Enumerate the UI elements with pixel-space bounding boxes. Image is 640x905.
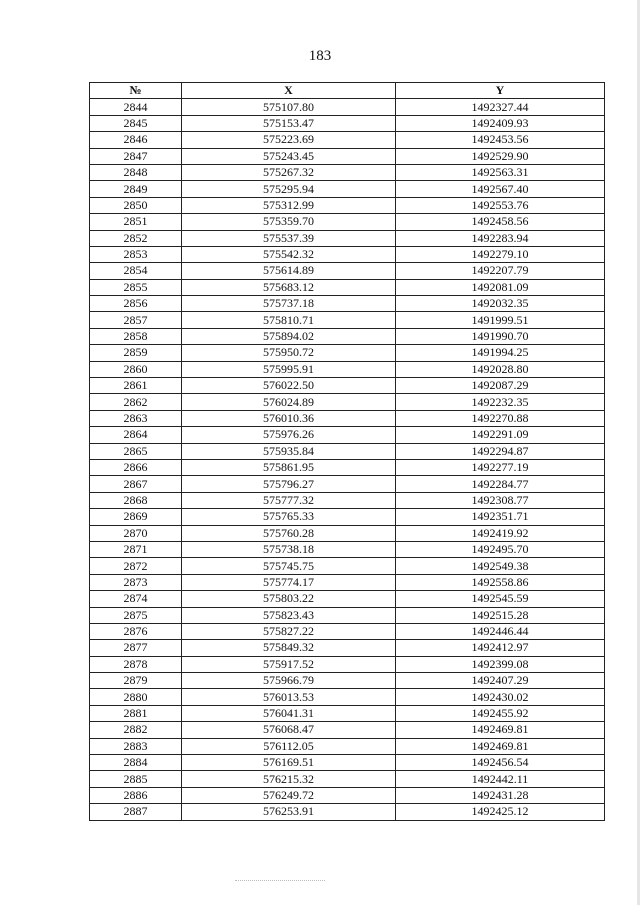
table-row	[90, 574, 605, 590]
y-coordinate-cell: 1492553.76	[396, 197, 605, 213]
y-coordinate-cell: 1492087.29	[396, 378, 605, 394]
y-coordinate-cell: 1492277.19	[396, 459, 605, 475]
x-coordinate-cell: 576249.72	[182, 787, 396, 803]
x-coordinate-cell: 575267.32	[182, 164, 396, 180]
x-coordinate-cell: 576215.32	[182, 771, 396, 787]
point-number-cell: 2874	[90, 591, 182, 607]
x-coordinate-cell: 575995.91	[182, 361, 396, 377]
header-y: Y	[396, 83, 605, 99]
table-row	[90, 492, 605, 508]
point-number-cell: 2878	[90, 656, 182, 672]
point-number-cell: 2868	[90, 492, 182, 508]
table-row	[90, 673, 605, 689]
table-row	[90, 738, 605, 754]
x-coordinate-cell: 576010.36	[182, 410, 396, 426]
table-row	[90, 558, 605, 574]
y-coordinate-cell: 1492279.10	[396, 246, 605, 262]
table-row	[90, 164, 605, 180]
table-row	[90, 771, 605, 787]
table-row	[90, 656, 605, 672]
point-number-cell: 2881	[90, 705, 182, 721]
x-coordinate-cell: 575917.52	[182, 656, 396, 672]
table-row	[90, 132, 605, 148]
point-number-cell: 2869	[90, 509, 182, 525]
table-row	[90, 148, 605, 164]
table-row	[90, 181, 605, 197]
point-number-cell: 2865	[90, 443, 182, 459]
y-coordinate-cell: 1492407.29	[396, 673, 605, 689]
x-coordinate-cell: 575777.32	[182, 492, 396, 508]
point-number-cell: 2857	[90, 312, 182, 328]
y-coordinate-cell: 1492446.44	[396, 623, 605, 639]
page-number: 183	[308, 48, 332, 64]
y-coordinate-cell: 1492469.81	[396, 738, 605, 754]
x-coordinate-cell: 576253.91	[182, 804, 396, 820]
x-coordinate-cell: 575107.80	[182, 99, 396, 115]
y-coordinate-cell: 1492549.38	[396, 558, 605, 574]
table-row	[90, 263, 605, 279]
point-number-cell: 2863	[90, 410, 182, 426]
point-number-cell: 2872	[90, 558, 182, 574]
y-coordinate-cell: 1492283.94	[396, 230, 605, 246]
point-number-cell: 2859	[90, 345, 182, 361]
table-row	[90, 787, 605, 803]
table-header-row	[90, 83, 605, 99]
y-coordinate-cell: 1492469.81	[396, 722, 605, 738]
y-coordinate-cell: 1492515.28	[396, 607, 605, 623]
table-row	[90, 689, 605, 705]
y-coordinate-cell: 1492558.86	[396, 574, 605, 590]
y-coordinate-cell: 1492270.88	[396, 410, 605, 426]
table-row	[90, 214, 605, 230]
x-coordinate-cell: 575542.32	[182, 246, 396, 262]
table-row	[90, 427, 605, 443]
header-x: X	[182, 83, 396, 99]
x-coordinate-cell: 575614.89	[182, 263, 396, 279]
x-coordinate-cell: 575861.95	[182, 459, 396, 475]
point-number-cell: 2886	[90, 787, 182, 803]
table-row	[90, 197, 605, 213]
x-coordinate-cell: 575537.39	[182, 230, 396, 246]
y-coordinate-cell: 1492284.77	[396, 476, 605, 492]
table-row	[90, 361, 605, 377]
y-coordinate-cell: 1492351.71	[396, 509, 605, 525]
point-number-cell: 2875	[90, 607, 182, 623]
x-coordinate-cell: 575803.22	[182, 591, 396, 607]
table-row	[90, 99, 605, 115]
x-coordinate-cell: 575827.22	[182, 623, 396, 639]
coordinates-table	[89, 82, 605, 821]
table-row	[90, 459, 605, 475]
y-coordinate-cell: 1492419.92	[396, 525, 605, 541]
y-coordinate-cell: 1492032.35	[396, 296, 605, 312]
point-number-cell: 2862	[90, 394, 182, 410]
point-number-cell: 2880	[90, 689, 182, 705]
point-number-cell: 2876	[90, 623, 182, 639]
x-coordinate-cell: 575894.02	[182, 328, 396, 344]
table-row	[90, 115, 605, 131]
x-coordinate-cell: 575153.47	[182, 115, 396, 131]
x-coordinate-cell: 575683.12	[182, 279, 396, 295]
header-number: №	[90, 83, 182, 99]
table-row	[90, 230, 605, 246]
y-coordinate-cell: 1492308.77	[396, 492, 605, 508]
point-number-cell: 2846	[90, 132, 182, 148]
point-number-cell: 2873	[90, 574, 182, 590]
point-number-cell: 2887	[90, 804, 182, 820]
point-number-cell: 2845	[90, 115, 182, 131]
y-coordinate-cell: 1491994.25	[396, 345, 605, 361]
x-coordinate-cell: 575810.71	[182, 312, 396, 328]
point-number-cell: 2856	[90, 296, 182, 312]
table-row	[90, 623, 605, 639]
x-coordinate-cell: 575774.17	[182, 574, 396, 590]
y-coordinate-cell: 1492456.54	[396, 755, 605, 771]
y-coordinate-cell: 1492529.90	[396, 148, 605, 164]
x-coordinate-cell: 576013.53	[182, 689, 396, 705]
x-coordinate-cell: 575745.75	[182, 558, 396, 574]
point-number-cell: 2885	[90, 771, 182, 787]
table-row	[90, 705, 605, 721]
table-row	[90, 296, 605, 312]
x-coordinate-cell: 575849.32	[182, 640, 396, 656]
table-row	[90, 755, 605, 771]
y-coordinate-cell: 1492294.87	[396, 443, 605, 459]
x-coordinate-cell: 575796.27	[182, 476, 396, 492]
y-coordinate-cell: 1492412.97	[396, 640, 605, 656]
point-number-cell: 2850	[90, 197, 182, 213]
y-coordinate-cell: 1491999.51	[396, 312, 605, 328]
x-coordinate-cell: 576068.47	[182, 722, 396, 738]
x-coordinate-cell: 575359.70	[182, 214, 396, 230]
y-coordinate-cell: 1492430.02	[396, 689, 605, 705]
point-number-cell: 2867	[90, 476, 182, 492]
x-coordinate-cell: 575223.69	[182, 132, 396, 148]
table-row	[90, 345, 605, 361]
y-coordinate-cell: 1492431.28	[396, 787, 605, 803]
point-number-cell: 2853	[90, 246, 182, 262]
y-coordinate-cell: 1492453.56	[396, 132, 605, 148]
x-coordinate-cell: 575760.28	[182, 525, 396, 541]
x-coordinate-cell: 576024.89	[182, 394, 396, 410]
point-number-cell: 2848	[90, 164, 182, 180]
x-coordinate-cell: 576022.50	[182, 378, 396, 394]
table-row	[90, 525, 605, 541]
x-coordinate-cell: 575765.33	[182, 509, 396, 525]
y-coordinate-cell: 1492442.11	[396, 771, 605, 787]
y-coordinate-cell: 1492399.08	[396, 656, 605, 672]
table-row	[90, 722, 605, 738]
point-number-cell: 2884	[90, 755, 182, 771]
table-row	[90, 443, 605, 459]
table-row	[90, 541, 605, 557]
x-coordinate-cell: 575738.18	[182, 541, 396, 557]
table-row	[90, 312, 605, 328]
point-number-cell: 2877	[90, 640, 182, 656]
table-row	[90, 640, 605, 656]
x-coordinate-cell: 575950.72	[182, 345, 396, 361]
x-coordinate-cell: 575935.84	[182, 443, 396, 459]
y-coordinate-cell: 1492207.79	[396, 263, 605, 279]
x-coordinate-cell: 575976.26	[182, 427, 396, 443]
point-number-cell: 2882	[90, 722, 182, 738]
table-row	[90, 246, 605, 262]
y-coordinate-cell: 1492563.31	[396, 164, 605, 180]
x-coordinate-cell: 575966.79	[182, 673, 396, 689]
y-coordinate-cell: 1492081.09	[396, 279, 605, 295]
point-number-cell: 2858	[90, 328, 182, 344]
x-coordinate-cell: 575295.94	[182, 181, 396, 197]
y-coordinate-cell: 1492495.70	[396, 541, 605, 557]
point-number-cell: 2852	[90, 230, 182, 246]
y-coordinate-cell: 1492458.56	[396, 214, 605, 230]
y-coordinate-cell: 1492455.92	[396, 705, 605, 721]
point-number-cell: 2866	[90, 459, 182, 475]
x-coordinate-cell: 575243.45	[182, 148, 396, 164]
point-number-cell: 2851	[90, 214, 182, 230]
point-number-cell: 2854	[90, 263, 182, 279]
y-coordinate-cell: 1491990.70	[396, 328, 605, 344]
table-row	[90, 607, 605, 623]
y-coordinate-cell: 1492409.93	[396, 115, 605, 131]
x-coordinate-cell: 576169.51	[182, 755, 396, 771]
table-row	[90, 804, 605, 820]
y-coordinate-cell: 1492327.44	[396, 99, 605, 115]
y-coordinate-cell: 1492425.12	[396, 804, 605, 820]
y-coordinate-cell: 1492291.09	[396, 427, 605, 443]
point-number-cell: 2871	[90, 541, 182, 557]
table-body	[90, 99, 605, 820]
table-row	[90, 328, 605, 344]
x-coordinate-cell: 575737.18	[182, 296, 396, 312]
x-coordinate-cell: 575823.43	[182, 607, 396, 623]
x-coordinate-cell: 575312.99	[182, 197, 396, 213]
point-number-cell: 2864	[90, 427, 182, 443]
y-coordinate-cell: 1492545.59	[396, 591, 605, 607]
point-number-cell: 2849	[90, 181, 182, 197]
point-number-cell: 2860	[90, 361, 182, 377]
table-row	[90, 591, 605, 607]
table-row	[90, 394, 605, 410]
point-number-cell: 2883	[90, 738, 182, 754]
x-coordinate-cell: 576112.05	[182, 738, 396, 754]
table-row	[90, 410, 605, 426]
point-number-cell: 2847	[90, 148, 182, 164]
table-row	[90, 509, 605, 525]
x-coordinate-cell: 576041.31	[182, 705, 396, 721]
table-row	[90, 476, 605, 492]
point-number-cell: 2861	[90, 378, 182, 394]
point-number-cell: 2844	[90, 99, 182, 115]
y-coordinate-cell: 1492028.80	[396, 361, 605, 377]
y-coordinate-cell: 1492232.35	[396, 394, 605, 410]
point-number-cell: 2855	[90, 279, 182, 295]
table-row	[90, 378, 605, 394]
y-coordinate-cell: 1492567.40	[396, 181, 605, 197]
table-row	[90, 279, 605, 295]
point-number-cell: 2870	[90, 525, 182, 541]
point-number-cell: 2879	[90, 673, 182, 689]
scan-mark	[235, 880, 325, 881]
